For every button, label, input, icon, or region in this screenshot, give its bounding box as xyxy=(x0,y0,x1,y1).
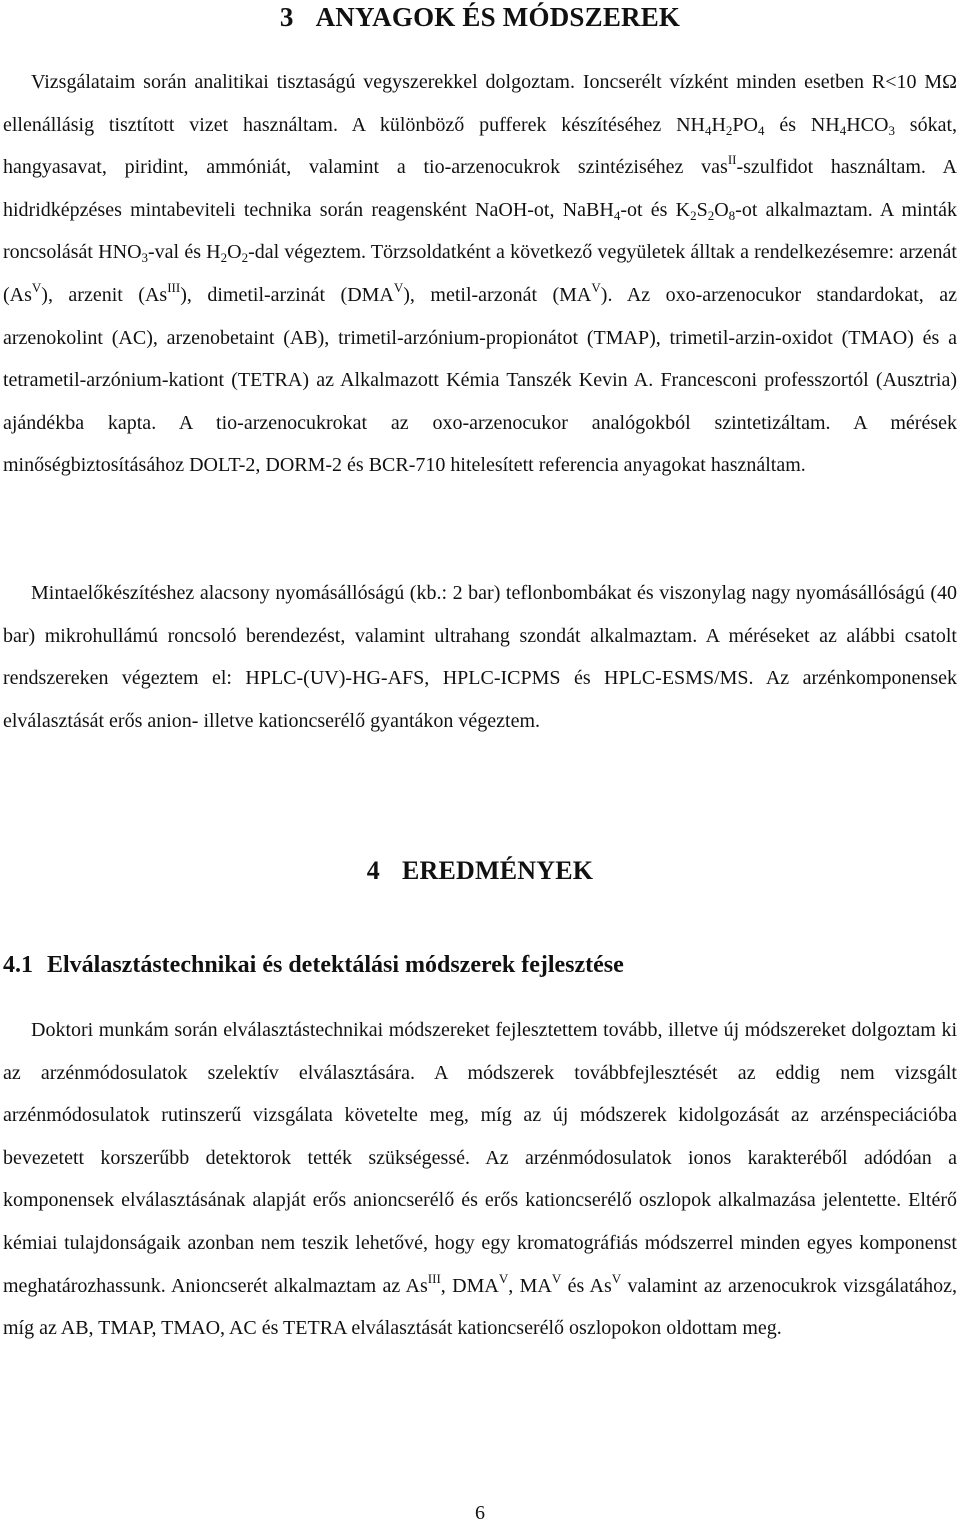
text-run: Mintaelőkészítéshez alacsony nyomásállóságú (kb.: 2 bar) teflonbombákat és viszonylag nagy nyomásállóságú (40 bar) mikrohullámú roncsoló berendezést, valamint ultrahang szondát alkalmaztam. A méréseket az alábbi csatolt rendszereken végeztem el: HPLC-(UV)-HG-AFS, HPLC-ICPMS és HPLC-ESMS/MS. Az arzénkomponensek elválasztását erős anion- illetve kationcserélő gyantákon végeztem. xyxy=(3,582,957,732)
section-3-title: ANYAGOK ÉS MÓDSZEREK xyxy=(315,2,681,32)
superscript: III xyxy=(427,1270,441,1286)
section-4-heading xyxy=(0,856,960,886)
text-run: ). Az oxo-arzenocukor standardokat, az arzenokolint (AC), arzenobetaint (AB), trimetil-arzónium-propionátot (TMAP), trimetil-arzin-oxidot (TMAO) és a tetrametil-arzónium-kationt (TETRA) az Alkalmazott Kémia Tanszék Kevin A. Francesconi professzortól (Ausztria) ajándékba kapta. A tio-arzenocukrokat az oxo-arzenocukor analógokból szintetizáltam. A mérések minőségbiztosításához DOLT-2, DORM-2 és BCR-710 hitelesített referencia anyagokat használtam. xyxy=(3,283,958,477)
subscript: 2 xyxy=(707,207,715,223)
superscript: V xyxy=(393,279,404,295)
text-run: O xyxy=(227,241,242,264)
text-run: O xyxy=(714,198,729,221)
text-run: HCO xyxy=(846,113,889,136)
subscript: 4 xyxy=(704,122,712,138)
text-run: H xyxy=(711,113,726,136)
section-4-1-title: Elválasztástechnikai és detektálási módszerek fejlesztése xyxy=(47,952,624,978)
subscript: 2 xyxy=(725,122,733,138)
subscript: 4 xyxy=(839,122,847,138)
text-run: valamint az arzenocukrok vizsgálatához, míg az AB, TMAP, TMAO, AC és TETRA elválasztását kationcserélő oszlopokon oldottam meg. xyxy=(3,1274,958,1340)
section-3-number: 3 xyxy=(279,2,294,32)
subscript: 3 xyxy=(141,250,149,266)
section-3-heading xyxy=(0,2,960,33)
text-run: ), metil-arzonát (MA xyxy=(403,283,592,306)
subscript: 3 xyxy=(888,122,895,138)
section-4-title: EREDMÉNYEK xyxy=(401,856,594,885)
subscript: 2 xyxy=(690,207,697,223)
subscript: 4 xyxy=(758,122,765,138)
text-run: , DMA xyxy=(440,1274,499,1297)
text-run: , MA xyxy=(508,1274,552,1297)
superscript: V xyxy=(498,1270,509,1286)
text-run: sókat, hangyasavat, piridint, ammóniát, valamint a tio-arzenocukrok szintéziséhez vas xyxy=(3,113,957,179)
section-4-1-number: 4.1 xyxy=(3,952,33,978)
text-run: Vizsgálataim során analitikai tisztaságú vegyszerekkel dolgoztam. Ioncserélt vízként minden esetben R<10 MΩ ellenállásig tisztított vizet használtam. A különböző pufferek készítéséhez NH xyxy=(3,71,957,136)
text-run: és As xyxy=(561,1274,612,1297)
subscript: 4 xyxy=(613,207,621,223)
superscript: V xyxy=(31,279,42,295)
superscript: III xyxy=(167,279,181,295)
superscript: V xyxy=(551,1270,562,1286)
text-run: PO xyxy=(732,113,758,136)
superscript: V xyxy=(611,1270,622,1286)
section-3-paragraph-1 xyxy=(3,61,957,487)
subscript: 2 xyxy=(220,250,228,266)
text-run: S xyxy=(696,198,708,221)
subscript: 2 xyxy=(241,250,249,266)
superscript: V xyxy=(591,279,601,295)
section-4-1-paragraph xyxy=(3,1009,957,1350)
section-3-paragraph-2 xyxy=(3,572,957,742)
text-run: ), dimetil-arzinát (DMA xyxy=(180,283,394,306)
text-run: Doktori munkám során elválasztástechnikai módszereket fejlesztettem tovább, illetve új módszereket dolgoztam ki az arzénmódosulatok szelektív elválasztására. A módszerek továbbfejlesztését az eddig nem vizsgált arzénmódosulatok rutinszerű vizsgálata követelte meg, míg az új módszerek kidolgozását az arzénspeciációba bevezetett korszerűbb detektorok tették szükségessé. Az arzénmódosulatok ionos karakteréből adódóan a komponensek elválasztásának alapját erős anioncserélő és erős kationcserélő oszlopok alkalmazása jelentette. Eltérő kémiai tulajdonságaik azonban nem teszik lehetővé, hogy egy kromatográfiás módszerrel minden egyes komponenst meghatározhassunk. Anioncserét alkalmaztam az As xyxy=(3,1019,957,1297)
text-run: -dal végeztem. Törzsoldatként a következő vegyületek álltak a rendelkezésemre: arzenát (As xyxy=(3,241,957,306)
text-run: -szulfidot használtam. A hidridképzéses mintabeviteli technika során reagensként NaOH-ot, NaBH xyxy=(3,156,957,221)
superscript: II xyxy=(727,152,737,168)
text-run: és NH xyxy=(764,113,840,136)
page-number: 6 xyxy=(475,1502,485,1524)
text-run: ), arzenit (As xyxy=(41,283,168,306)
section-4-1-heading xyxy=(3,952,624,979)
subscript: 8 xyxy=(728,207,736,223)
section-4-number: 4 xyxy=(366,856,380,885)
text-run: -ot és K xyxy=(620,198,691,221)
text-run: -ot alkalmaztam. A minták roncsolását HNO xyxy=(3,198,957,264)
text-run: -val és H xyxy=(148,241,221,264)
